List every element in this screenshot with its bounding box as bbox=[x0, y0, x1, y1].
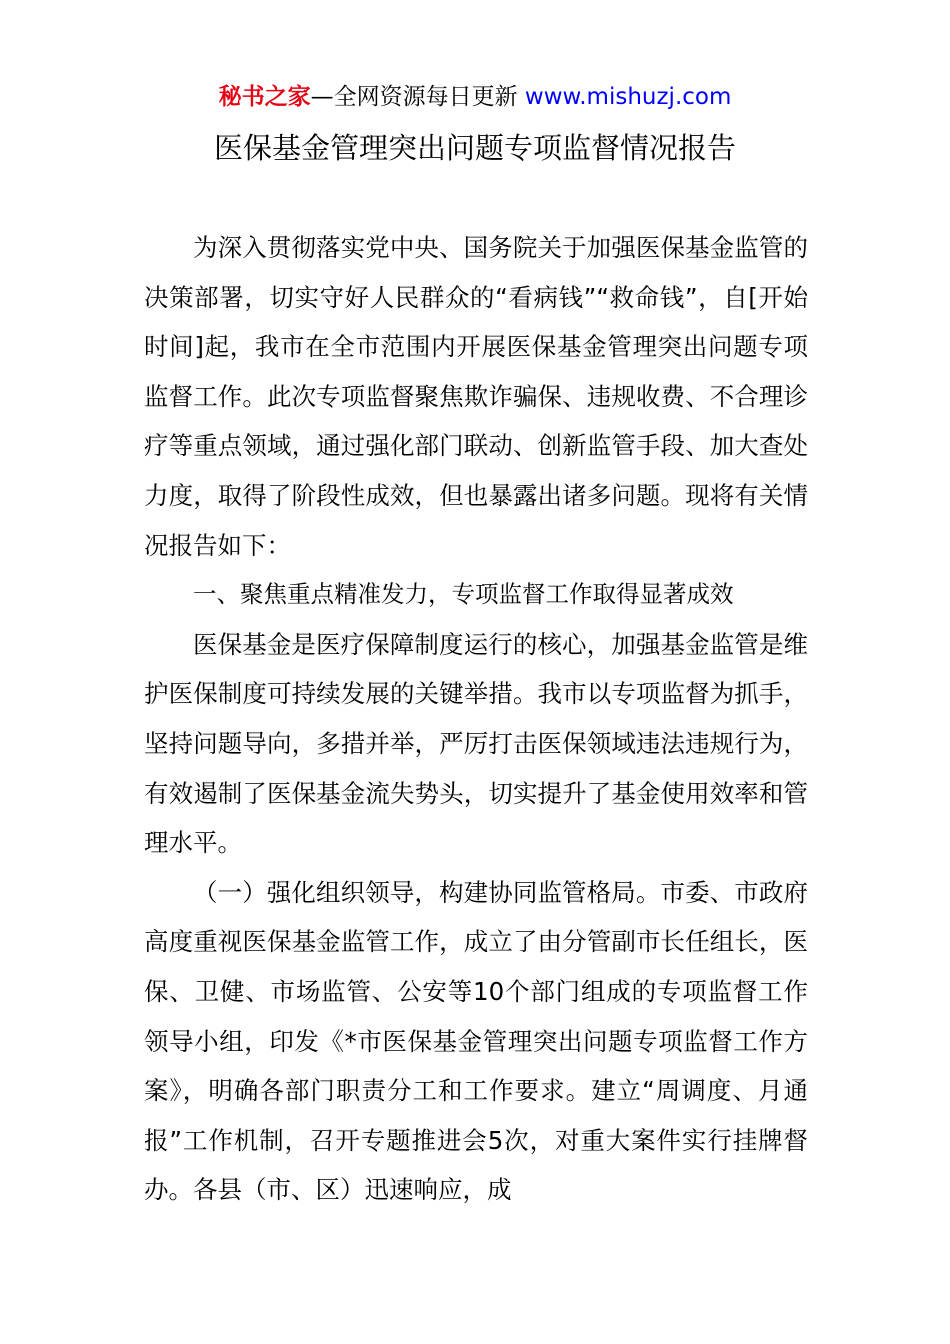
section-heading: 一、聚焦重点精准发力，专项监督工作取得显著成效 bbox=[193, 580, 734, 609]
site-tagline: —全网资源每日更新 bbox=[310, 84, 518, 110]
document-body bbox=[144, 223, 808, 1215]
section-paragraph: 医保基金是医疗保障制度运行的核心，加强基金监管是维护医保制度可持续发展的关键举措。我市以专项监督为抓手，坚持问题导向，多措并举，严厉打击医保领域违法违规行为，有效遏制了医保基金流失势头，切实提升了基金使用效率和管理水平。 bbox=[144, 629, 808, 858]
site-header bbox=[0, 82, 950, 112]
site-url-link[interactable]: www.mishuzj.com bbox=[524, 84, 732, 110]
document-title: 医保基金管理突出问题专项监督情况报告 bbox=[213, 131, 736, 165]
subsection-paragraph: （一）强化组织领导，构建协同监管格局。市委、市政府高度重视医保基金监管工作，成立了由分管副市长任组长，医保、卫健、市场监管、公安等10个部门组成的专项监督工作领导小组，印发《*市医保基金管理突出问题专项监督工作方案》，明确各部门职责分工和工作要求。建立“周调度、月通报”工作机制，召开专题推进会5次，对重大案件实行挂牌督办。各县（市、区）迅速响应，成 bbox=[144, 877, 808, 1205]
intro-paragraph: 为深入贯彻落实党中央、国务院关于加强医保基金监管的决策部署，切实守好人民群众的“看病钱”“救命钱”，自[开始时间]起，我市在全市范围内开展医保基金管理突出问题专项监督工作。此次专项监督聚焦欺诈骗保、违规收费、不合理诊疗等重点领域，通过强化部门联动、创新监管手段、加大查处力度，取得了阶段性成效，但也暴露出诸多问题。现将有关情况报告如下： bbox=[144, 233, 808, 560]
site-brand: 秘书之家 bbox=[218, 84, 311, 110]
